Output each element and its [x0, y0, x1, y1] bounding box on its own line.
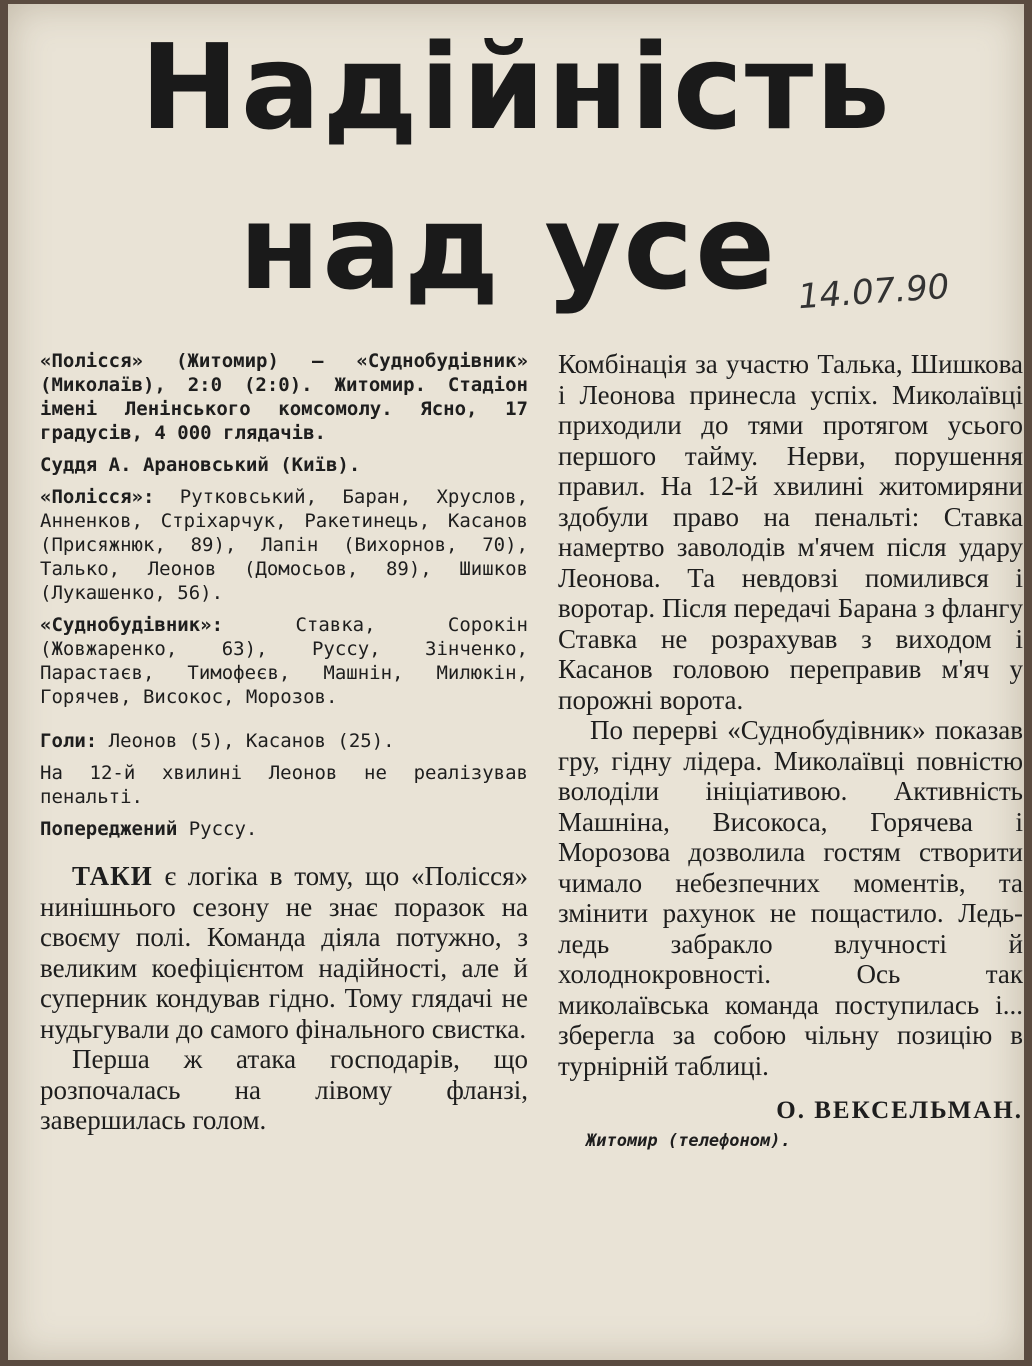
- newspaper-clipping: [8, 4, 1024, 1360]
- headline-line1: Надійність: [140, 18, 892, 156]
- penalty-note: На 12-й хвилині Леонов не реалізував пенальті.: [40, 762, 528, 808]
- article-paragraph-1: ТАКИ є логіка в тому, що «Полісся» нинішнього сезону не знає поразок на своєму полі. Команда діяла потужно, з великим коефіцієнтом надійності, але й суперник кондував гідно. Тому глядачі не нудьгували до самого фінального свистка.: [40, 861, 528, 1044]
- team2-lineup: «Суднобудівник»: Ставка, Сорокін (Жовжаренко, 63), Руссу, Зінченко, Парастаєв, Тимофеєв, Машнін, Милюкін, Горячев, Високос, Морозов.: [40, 614, 528, 708]
- left-column: [40, 349, 528, 1136]
- right-column: [558, 349, 1023, 1151]
- goals: Голи: Леонов (5), Касанов (25).: [40, 730, 395, 752]
- article-paragraph-3: Комбінація за участю Талька, Шишкова і Леонова принесла успіх. Миколаївці приходили до тями протягом усього першого тайму. Нерви, порушення правил. На 12-й хвилині житомиряни здобули право на пенальті: Ставка намертво заволодів м'ячем після удару Леонова. Та невдовзі помилився і воротар. Після передачі Барана з флангу Ставка не розрахував з виходом і Касанов головою переправив м'яч у порожні ворота.: [558, 349, 1023, 715]
- warning: Попереджений Руссу.: [40, 818, 258, 840]
- article-paragraph-2: Перша ж атака господарів, що розпочалась на лівому фланзі, завершилась голом.: [40, 1044, 528, 1135]
- author-name: О. ВЕКСЕЛЬМАН.: [776, 1097, 1023, 1124]
- referee: Суддя А. Арановський (Київ).: [40, 454, 361, 476]
- author-place: Житомир (телефоном).: [586, 1131, 791, 1151]
- headline-line2: над усе: [238, 178, 778, 316]
- team1-lineup: «Полісся»: Рутковський, Баран, Хруслов, Анненков, Стріхарчук, Ракетинець, Касанов (Присяжнюк, 89), Лапін (Вихорнов, 70), Талько, Леонов (Домосьов, 89), Шишков (Лукашенко, 56).: [40, 486, 528, 604]
- match-header: «Полісся» (Житомир) — «Суднобудівник» (Миколаїв), 2:0 (2:0). Житомир. Стадіон імені Ленінського комсомолу. Ясно, 17 градусів, 4 000 глядачів.: [40, 350, 528, 444]
- handwritten-date: 14.07.90: [796, 266, 951, 318]
- article-paragraph-4: По перерві «Суднобудівник» показав гру, гідну лідера. Миколаївці повністю володіли ініціативою. Активність Машніна, Високоса, Горячева і Морозова дозволила гостям створити чимало небезпечних моментів, та змінити рахунок не пощастило. Ледь-ледь забракло влучності й холоднокровності. Ось так миколаївська команда поступилась і... зберегла за собою чільну позицію в турнірній таблиці.: [558, 715, 1023, 1081]
